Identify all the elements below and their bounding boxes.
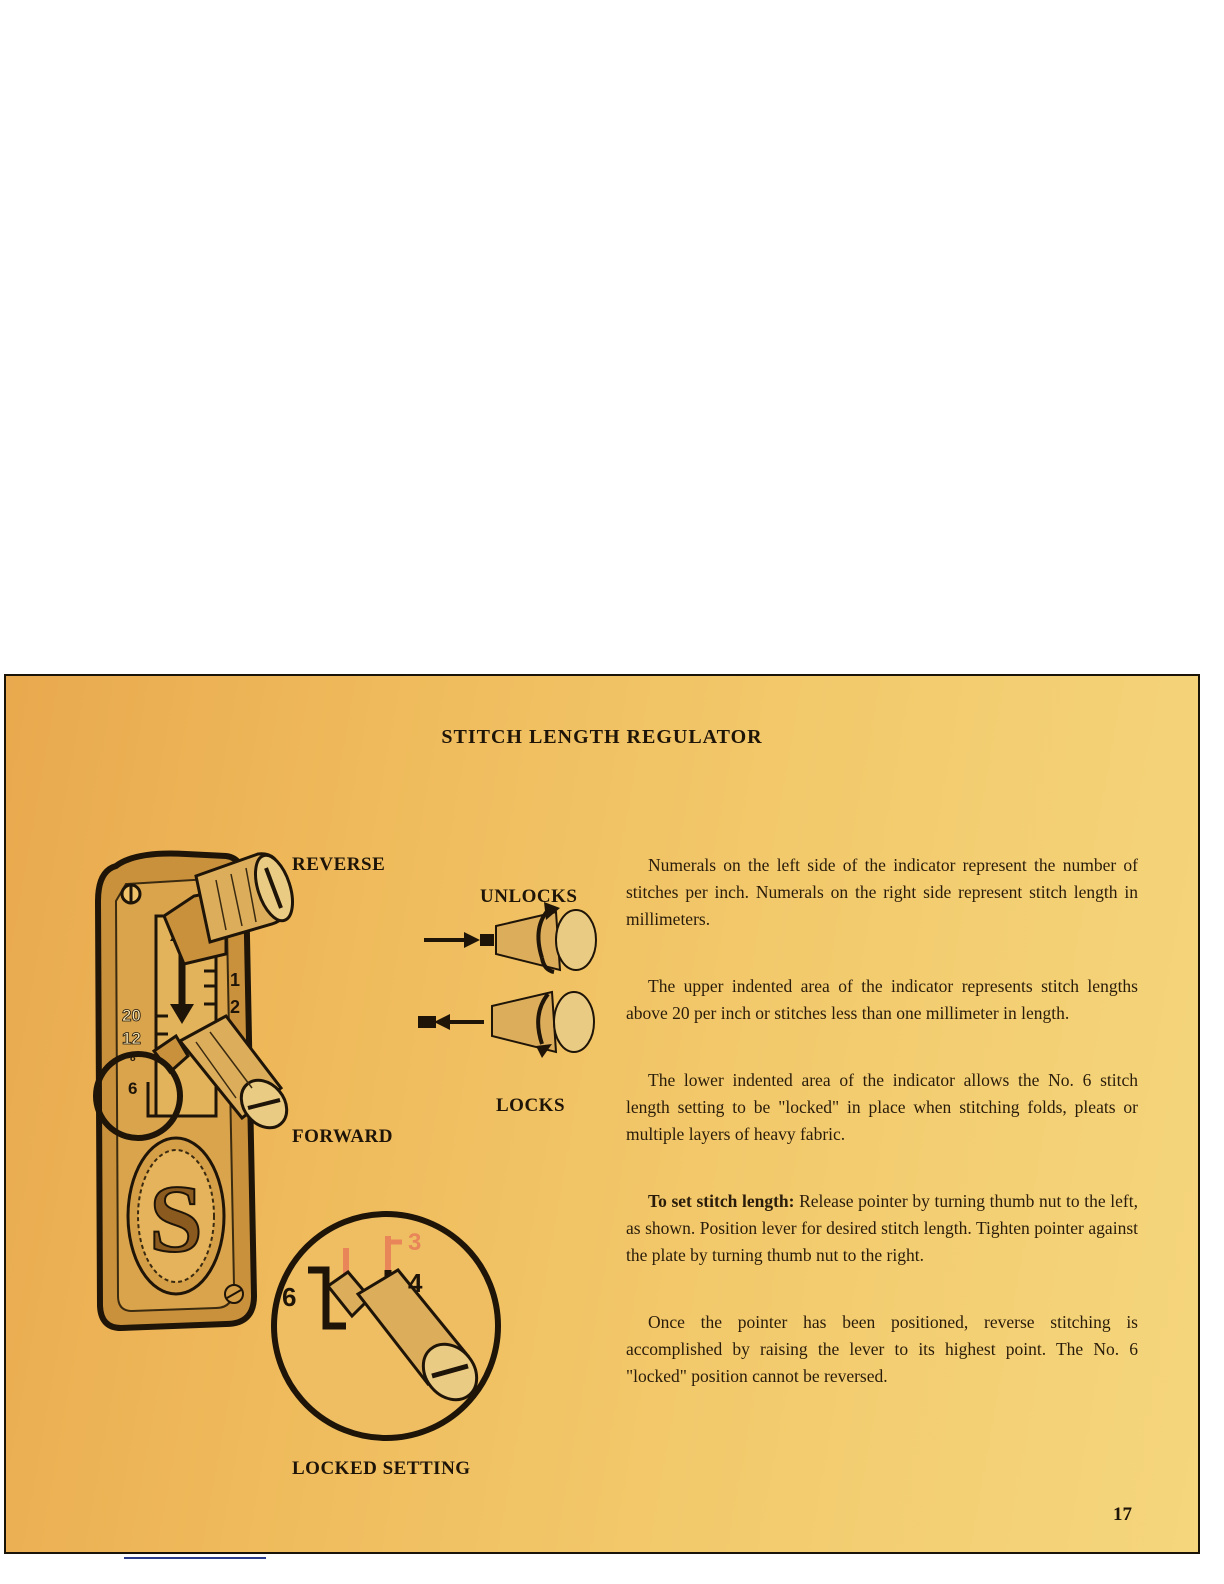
scale-number-2: 2 <box>230 997 241 1017</box>
label-locks: LOCKS <box>496 1095 566 1116</box>
unlocks-thumb-nut <box>424 902 596 972</box>
scale-number-12: 12 <box>122 1029 141 1048</box>
scale-number-20: 20 <box>122 1006 141 1025</box>
page-title: STITCH LENGTH REGULATOR <box>441 726 763 748</box>
paragraph-reverse-stitching: Once the pointer has been positioned, reverse stitching is accomplished by raising the lever to its highest point. The No. 6 "locked" position cannot be reversed. <box>626 1312 1138 1386</box>
paragraph-numerals: Numerals on the left side of the indicator represent the number of stitches per inch. Numerals on the right side represent stitch length in millimeters. <box>626 855 1138 929</box>
paragraph-set-stitch-length: To set stitch length: Release pointer by turning thumb nut to the left, as shown. Position lever for desired stitch length. Tighten pointer against the plate by turning thumb nut to the right. <box>626 1191 1138 1265</box>
scale-number-6: 6 <box>128 1079 138 1098</box>
scale-number-8: 8 <box>130 1053 136 1064</box>
divider <box>124 1557 266 1559</box>
locks-thumb-nut <box>418 992 594 1058</box>
stitch-regulator-illustration <box>76 846 616 1506</box>
paragraph-lower-area: The lower indented area of the indicator allows the No. 6 stitch length setting to be "locked" in place when stitching folds, pleats or multiple layers of heavy fabric. <box>626 1070 1138 1144</box>
manual-page <box>4 674 1200 1554</box>
label-locked-setting: LOCKED SETTING <box>292 1458 471 1479</box>
instruction-text <box>626 852 1138 1430</box>
zoom-number-3: 3 <box>408 1229 422 1256</box>
svg-text:S: S <box>149 1165 203 1272</box>
page-number: 17 <box>1113 1504 1132 1525</box>
paragraph-upper-area: The upper indented area of the indicator represents stitch lengths above 20 per inch or stitches less than one millimeter in length. <box>626 976 1138 1023</box>
locked-setting-detail <box>274 1214 498 1438</box>
plate-number-1: 1 <box>128 889 129 890</box>
label-unlocks: UNLOCKS <box>480 886 578 907</box>
label-reverse: REVERSE <box>292 854 386 875</box>
label-forward: FORWARD <box>292 1126 393 1147</box>
zoom-number-4: 4 <box>408 1268 423 1298</box>
zoom-number-6: 6 <box>282 1282 297 1312</box>
scale-number-1: 1 <box>230 970 241 990</box>
